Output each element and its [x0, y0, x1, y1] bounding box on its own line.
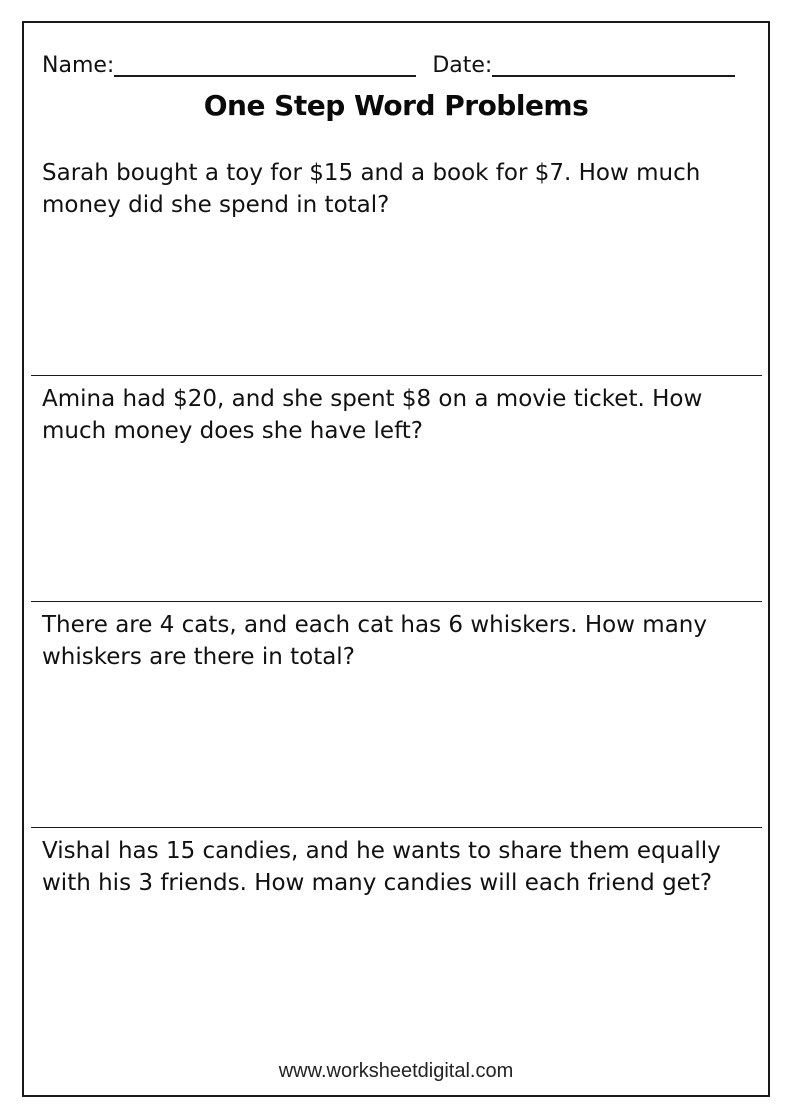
header-row [42, 47, 752, 77]
problem-4 [24, 835, 768, 899]
page-title: One Step Word Problems [203, 89, 589, 122]
problem-2 [24, 383, 768, 447]
problem-2-text: Amina had $20, and she spent $8 on a movie ticket. How much money does she have left? [42, 386, 703, 444]
problem-1-text: Sarah bought a toy for $15 and a book for $7. How much money did she spend in total? [42, 160, 701, 218]
divider-1 [31, 375, 762, 376]
name-label: Name: [42, 53, 115, 78]
date-label: Date: [432, 53, 493, 78]
date-field[interactable] [492, 55, 735, 77]
footer-url: www.worksheetdigital.com [278, 1060, 514, 1082]
problem-4-text: Vishal has 15 candies, and he wants to share them equally with his 3 friends. How many candies will each friend get? [42, 838, 721, 896]
divider-3 [31, 827, 762, 828]
problem-1 [24, 157, 768, 221]
problem-3 [24, 609, 768, 673]
worksheet-page [22, 21, 770, 1097]
problem-3-text: There are 4 cats, and each cat has 6 whiskers. How many whiskers are there in total? [42, 612, 707, 670]
divider-2 [31, 601, 762, 602]
name-field[interactable] [114, 55, 416, 77]
